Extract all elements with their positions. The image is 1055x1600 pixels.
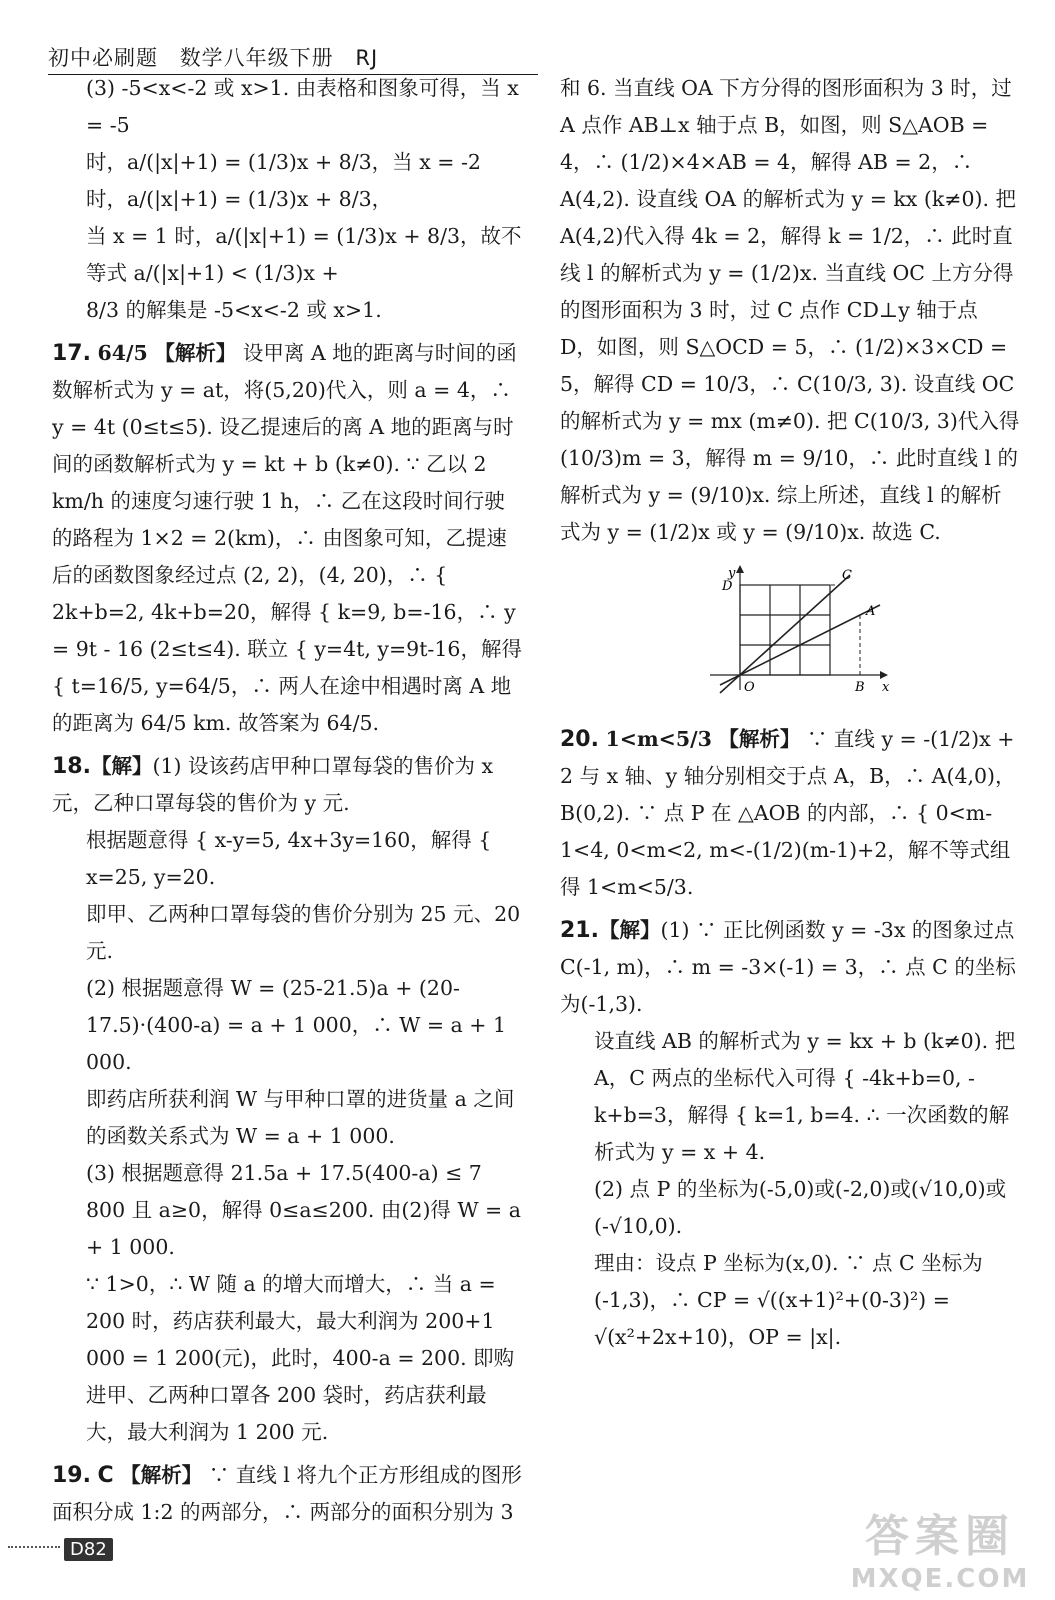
q19-continuation: 和 6. 当直线 OA 下方分得的图形面积为 3 时，过 A 点作 AB⊥x 轴于点 B，如图，则 S△AOB = 4，∴ (1/2)×4×AB = 4，解得 AB = 2，∴ A(4,2). 设直线 OA 的解析式为 y = kx (k≠0). 把 A(4,2)代入得 4k = 2，解得 k = 1/2，∴ 此时直线 l 的解析式为 y = (1/2)x. 当直线 OC 上方分得的图形面积为 3 时，过 C 点作 CD⊥y 轴于点 D，如图，则 S△OCD = 5，∴ (1/2)×3×CD = 5，解得 CD = 10/3，∴ C(10/3, 3). 设直线 OC 的解析式为 y = mx (m≠0). 把 C(10/3, 3)代入得 (10/3)m = 3，解得 m = 9/10，∴ 此时直线 l 的解析式为 y = (9/10)x. 综上所述，直线 l 的解析式为 y = (1/2)x 或 y = (9/10)x. 故选 C. (560, 76, 1020, 544)
y-axis-arrow-icon (736, 565, 744, 573)
q17-text: 设甲离 A 地的距离与时间的函数解析式为 y = at，将(5,20)代入，则 a = 4，∴ y = 4t (0≤t≤5). 设乙提速后的离 A 地的距离与时间的函数解析式为 y = kt + b (k≠0). ∵ 乙以 2 km/h 的速度匀速行驶 1 h，∴ 乙在这段时间行驶的路程为 1×2 = 2(km)，∴ 由图象可知，乙提速后的函数图象经过点 (2, 2)，(4, 20)，∴ { 2k+b=2, 4k+b=20，解得 { k=9, b=-16，∴ y = 9t - 16 (2≤t≤4). 联立 { y=4t, y=9t-16，解得 { t=16/5, y=64/5，∴ 两人在途中相遇时离 A 地的距离为 64/5 km. 故答案为 64/5. (52, 341, 522, 735)
x-axis-arrow-icon (880, 671, 888, 679)
label-o: O (744, 680, 755, 695)
q17-answer: 64/5 (97, 341, 148, 365)
figure-grid (740, 585, 830, 675)
q19-tag: 【解析】 (120, 1463, 203, 1487)
question-19 (52, 1457, 522, 1531)
right-column (560, 70, 1020, 1356)
q19-text: ∵ 直线 l 将九个正方形组成的图形面积分成 1:2 的两部分，∴ 两部分的面积分别为 3 (52, 1463, 522, 1524)
question-21 (560, 912, 1020, 1356)
q18-line-6: (3) 根据题意得 21.5a + 17.5(400-a) ≤ 7 800 且 a≥0，解得 0≤a≤200. 由(2)得 W = a + 1 000. (86, 1161, 521, 1259)
page-footer (8, 1538, 148, 1578)
page-number: D82 (64, 1538, 113, 1561)
q20-number: 20. (560, 727, 599, 752)
label-y: y (728, 566, 736, 581)
q18-line-3: 即甲、乙两种口罩每袋的售价分别为 25 元、20 元. (86, 902, 521, 963)
watermark-line-1: 答案圈 (865, 1511, 1015, 1562)
q16-continuation (52, 70, 522, 329)
label-x: x (882, 680, 890, 695)
q20-tag: 【解析】 (718, 727, 801, 751)
question-17 (52, 335, 522, 742)
question-18 (52, 748, 522, 1451)
edition-label: RJ (355, 46, 379, 70)
label-a: A (866, 604, 876, 619)
q19-figure (710, 565, 890, 695)
q21-line-3: (2) 点 P 的坐标为(-5,0)或(-2,0)或(√10,0)或(-√10,0). (594, 1177, 1007, 1238)
q19-number: 19. (52, 1463, 91, 1488)
q21-tag: 【解】 (598, 918, 661, 942)
question-20 (560, 721, 1020, 906)
subject-title: 数学八年级下册 (179, 46, 334, 70)
label-d: D (722, 579, 733, 594)
q18-line-2: 根据题意得 { x-y=5, 4x+3y=160，解得 { x=25, y=20. (86, 828, 492, 889)
q17-number: 17. (52, 341, 91, 366)
q20-text: ∵ 直线 y = -(1/2)x + 2 与 x 轴、y 轴分别相交于点 A，B，∴ A(4,0)，B(0,2). ∵ 点 P 在 △AOB 的内部，∴ { 0<m-1<4, 0<m<2, m<-(1/2)(m-1)+2，解不等式组得 1<m<5/3. (560, 727, 1016, 899)
q18-tag: 【解】 (90, 754, 153, 778)
left-column (52, 70, 522, 1531)
q16-line-3: 当 x = 1 时，a/(|x|+1) = (1/3)x + 8/3，故不等式 a/(|x|+1) < (1/3)x + (86, 224, 522, 285)
q21-line-1: (1) ∵ 正比例函数 y = -3x 的图象过点 C(-1, m)，∴ m = -3×(-1) = 3，∴ 点 C 的坐标为(-1,3). (560, 918, 1016, 1016)
q20-answer: 1<m<5/3 (605, 727, 712, 751)
q16-line-1: (3) -5<x<-2 或 x>1. 由表格和图象可得，当 x = -5 (86, 76, 519, 137)
watermark-logo (845, 1500, 1035, 1595)
q17-tag: 【解析】 (154, 341, 237, 365)
grid-square (740, 585, 830, 675)
label-c: C (842, 568, 852, 583)
q18-line-7: ∵ 1>0，∴ W 随 a 的增大而增大，∴ 当 a = 200 时，药店获利最大，最大利润为 200+1 000 = 1 200(元)，此时，400-a = 200. 即购进甲、乙两种口罩各 200 袋时，药店获利最大，最大利润为 1 200 元. (86, 1272, 515, 1444)
q19-answer: C (97, 1463, 114, 1488)
footer-dots (8, 1546, 60, 1548)
q18-number: 18. (52, 754, 91, 779)
q21-line-4: 理由：设点 P 坐标为(x,0). ∵ 点 C 坐标为(-1,3)，∴ CP = √((x+1)²+(0-3)²) = √(x²+2x+10)，OP = |x|. (594, 1251, 983, 1349)
q16-line-4: 8/3 的解集是 -5<x<-2 或 x>1. (86, 298, 382, 322)
q18-line-5: 即药店所获利润 W 与甲种口罩的进货量 a 之间的函数关系式为 W = a + 1 000. (86, 1087, 515, 1148)
q16-line-2: 时，a/(|x|+1) = (1/3)x + 8/3，当 x = -2 时，a/(|x|+1) = (1/3)x + 8/3， (86, 150, 481, 211)
watermark-line-2: MXQE.COM (850, 1564, 1030, 1594)
label-b: B (855, 680, 865, 695)
q18-line-1: (1) 设该药店甲种口罩每袋的售价为 x 元，乙种口罩每袋的售价为 y 元. (52, 754, 494, 815)
q18-line-4: (2) 根据题意得 W = (25-21.5)a + (20-17.5)·(400-a) = a + 1 000，∴ W = a + 1 000. (86, 976, 507, 1074)
q21-line-2: 设直线 AB 的解析式为 y = kx + b (k≠0). 把 A，C 两点的坐标代入可得 { -4k+b=0, -k+b=3，解得 { k=1, b=4. ∴ 一次函数的解析式为 y = x + 4. (594, 1029, 1016, 1164)
q21-number: 21. (560, 918, 599, 943)
book-title: 初中必刷题 (48, 46, 158, 70)
